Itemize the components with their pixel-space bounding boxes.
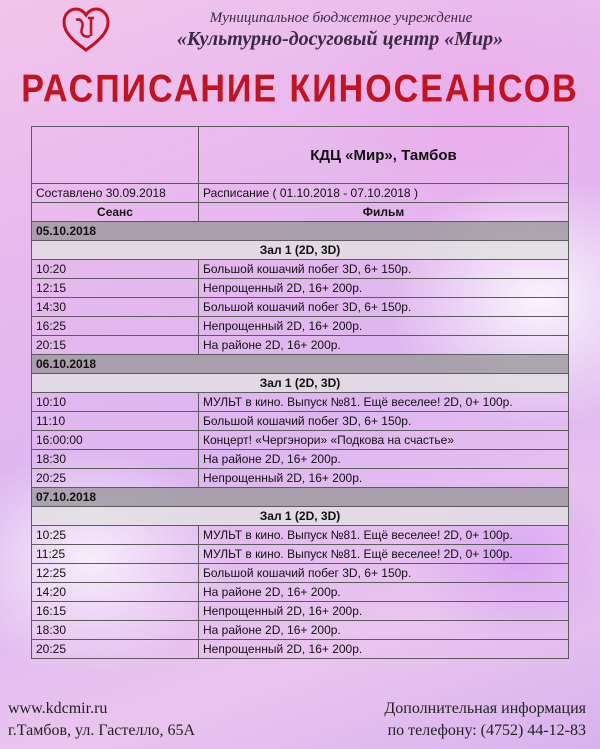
show-time: 20:25 [32, 469, 199, 488]
empty-cell [32, 127, 199, 184]
hall-row [32, 507, 569, 526]
date-label: 06.10.2018 [32, 355, 569, 374]
table-row [32, 602, 569, 621]
table-row [32, 640, 569, 659]
page-title: РАСПИСАНИЕ КИНОСЕАНСОВ [21, 67, 579, 111]
cinema-row [32, 127, 569, 184]
org-name: «Культурно-досуговый центр «Мир» [176, 28, 504, 50]
show-film: Большой кошачий побег 3D, 6+ 150р. [199, 412, 569, 431]
table-row [32, 317, 569, 336]
show-film: Непрощенный 2D, 16+ 200р. [199, 640, 569, 659]
date-label: 05.10.2018 [32, 222, 569, 241]
show-time: 10:10 [32, 393, 199, 412]
show-film: Непрощенный 2D, 16+ 200р. [199, 279, 569, 298]
show-film: Большой кошачий побег 3D, 6+ 150р. [199, 260, 569, 279]
column-header-session: Сеанс [32, 203, 199, 222]
show-film: На районе 2D, 16+ 200р. [199, 583, 569, 602]
footer-contacts [8, 698, 195, 742]
show-time: 18:30 [32, 450, 199, 469]
hall-row [32, 241, 569, 260]
show-film: На районе 2D, 16+ 200р. [199, 336, 569, 355]
schedule-range: Расписание ( 01.10.2018 - 07.10.2018 ) [199, 184, 569, 203]
show-time: 14:30 [32, 298, 199, 317]
compiled-date: Составлено 30.09.2018 [32, 184, 199, 203]
show-film: Большой кошачий побег 3D, 6+ 150р. [199, 298, 569, 317]
table-row [32, 412, 569, 431]
address: г.Тамбов, ул. Гастелло, 65А [8, 722, 196, 739]
show-film: Большой кошачий побег 3D, 6+ 150р. [199, 564, 569, 583]
table-row [32, 336, 569, 355]
show-time: 11:25 [32, 545, 199, 564]
info-label: Дополнительная информация [384, 700, 586, 717]
show-film: МУЛЬТ в кино. Выпуск №81. Ещё веселее! 2D, 0+ 100р. [199, 526, 569, 545]
show-film: На районе 2D, 16+ 200р. [199, 450, 569, 469]
schedule-table [31, 126, 569, 659]
show-film: Непрощенный 2D, 16+ 200р. [199, 317, 569, 336]
table-row [32, 393, 569, 412]
show-time: 20:25 [32, 640, 199, 659]
table-row [32, 260, 569, 279]
date-row [32, 222, 569, 241]
show-time: 16:00:00 [32, 431, 199, 450]
header [0, 0, 600, 60]
show-film: На районе 2D, 16+ 200р. [199, 621, 569, 640]
show-time: 11:10 [32, 412, 199, 431]
hall-row [32, 374, 569, 393]
hall-label: Зал 1 (2D, 3D) [32, 241, 569, 260]
show-film: Концерт! «Чергэнори» «Подкова на счастье» [199, 431, 569, 450]
show-time: 12:25 [32, 564, 199, 583]
cinema-name: КДЦ «Мир», Тамбов [199, 127, 569, 184]
table-row [32, 279, 569, 298]
show-film: Непрощенный 2D, 16+ 200р. [199, 602, 569, 621]
show-film: МУЛЬТ в кино. Выпуск №81. Ещё веселее! 2D, 0+ 100р. [199, 393, 569, 412]
date-label: 07.10.2018 [32, 488, 569, 507]
hall-label: Зал 1 (2D, 3D) [32, 507, 569, 526]
show-time: 18:30 [32, 621, 199, 640]
table-row [32, 469, 569, 488]
show-film: МУЛЬТ в кино. Выпуск №81. Ещё веселее! 2D, 0+ 100р. [199, 545, 569, 564]
show-time: 16:25 [32, 317, 199, 336]
show-film: Непрощенный 2D, 16+ 200р. [199, 469, 569, 488]
show-time: 14:20 [32, 583, 199, 602]
show-time: 20:15 [32, 336, 199, 355]
heart-film-logo-icon [62, 6, 110, 54]
table-row [32, 621, 569, 640]
org-type: Муниципальное бюджетное учреждение [209, 10, 473, 26]
show-time: 10:25 [32, 526, 199, 545]
hall-label: Зал 1 (2D, 3D) [32, 374, 569, 393]
date-row [32, 488, 569, 507]
phone-number: по телефону: (4752) 44-12-83 [387, 722, 586, 739]
table-row [32, 583, 569, 602]
show-time: 16:15 [32, 602, 199, 621]
table-row [32, 526, 569, 545]
table-row [32, 298, 569, 317]
column-header-row [32, 203, 569, 222]
table-row [32, 545, 569, 564]
table-row [32, 450, 569, 469]
date-row [32, 355, 569, 374]
meta-row [32, 184, 569, 203]
column-header-film: Фильм [199, 203, 569, 222]
show-time: 10:20 [32, 260, 199, 279]
show-time: 12:15 [32, 279, 199, 298]
table-row [32, 564, 569, 583]
footer-info [384, 698, 586, 742]
table-row [32, 431, 569, 450]
website-link[interactable]: www.kdcmir.ru [8, 700, 108, 717]
